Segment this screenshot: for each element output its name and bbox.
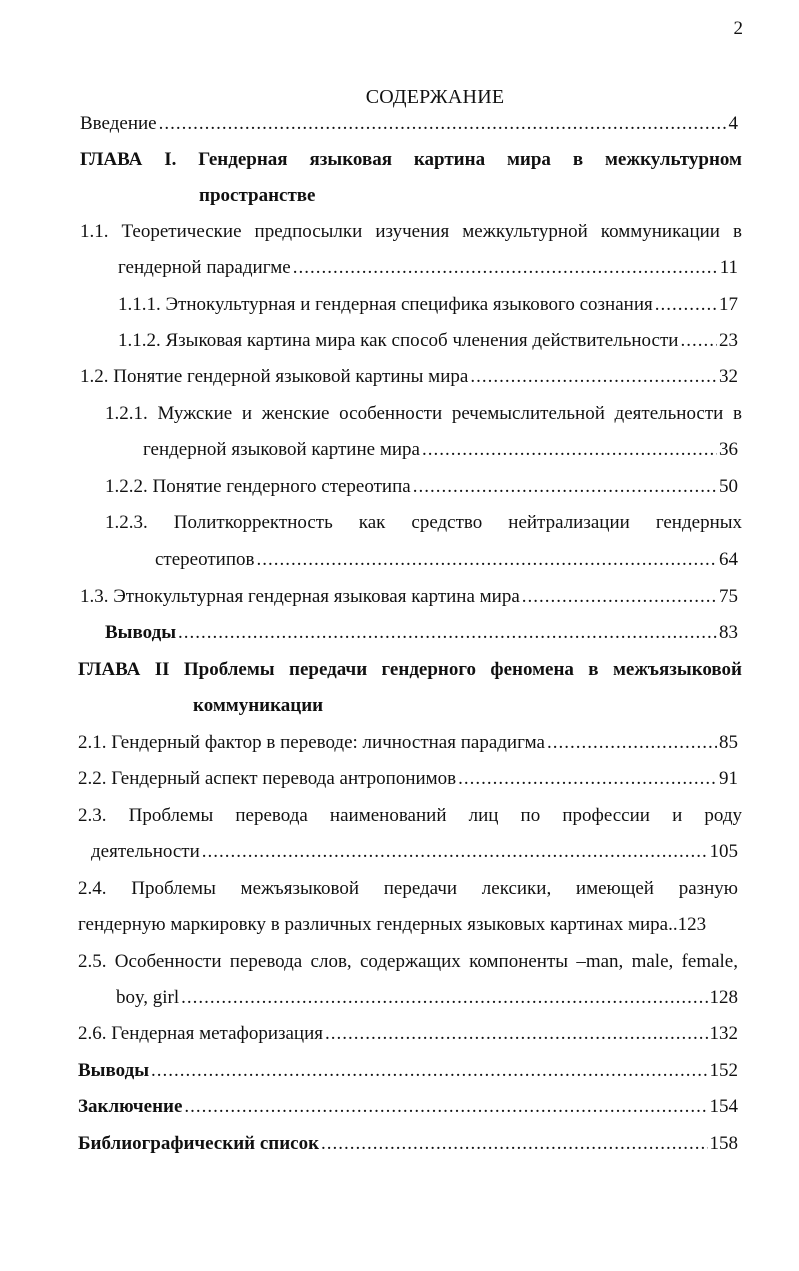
toc-entry-page: 105 [709, 841, 738, 862]
toc-entry-1-2-3-line-2[interactable] [155, 545, 738, 575]
leader-dots [293, 253, 718, 283]
toc-entry-1-2[interactable] [80, 362, 738, 392]
toc-entry-page: 50 [719, 476, 738, 497]
leader-dots [184, 1092, 707, 1122]
toc-entry-label: Заключение [78, 1096, 183, 1117]
toc-entry-2-5-line-2[interactable] [116, 983, 738, 1013]
leader-dots [159, 109, 727, 139]
toc-entry-page: 36 [719, 439, 738, 460]
toc-entry-2-6[interactable] [78, 1019, 738, 1049]
toc-entry-label: 2.1. Гендерный фактор в переводе: личностная парадигма [78, 732, 545, 753]
page-number: 2 [733, 18, 743, 39]
toc-entry-label: 2.6. Гендерная метафоризация [78, 1023, 323, 1044]
toc-entry-2-4-line-2[interactable]: гендерную маркировку в различных гендерных языковых картинах мира..123 [78, 914, 707, 935]
leader-dots [680, 326, 717, 356]
toc-entry-2-2[interactable] [78, 764, 738, 794]
toc-entry-1-2-3-line-1[interactable]: 1.2.3. Политкорректность как средство нейтрализации гендерных [105, 512, 742, 533]
toc-entry-intro[interactable] [80, 109, 738, 139]
toc-entry-page: 4 [728, 113, 738, 134]
toc-entry-page: 154 [709, 1096, 738, 1117]
toc-entry-page: 23 [719, 330, 738, 351]
toc-entry-page: 17 [719, 294, 738, 315]
toc-entry-label: 1.1.1. Этнокультурная и гендерная специфика языкового сознания [118, 294, 653, 315]
toc-chapter-1-line-2[interactable]: пространстве [199, 185, 316, 206]
toc-entry-2-5-line-1[interactable]: 2.5. Особенности перевода слов, содержащих компоненты –man, male, female, [78, 951, 738, 972]
toc-entry-page: 83 [719, 622, 738, 643]
toc-entry-page: 75 [719, 586, 738, 607]
toc-entry-page: 128 [709, 987, 738, 1008]
toc-entry-page: 64 [719, 549, 738, 570]
toc-entry-label: Выводы [105, 622, 177, 643]
leader-dots [181, 983, 707, 1013]
toc-entry-page: 158 [709, 1133, 738, 1154]
toc-entry-1-1-2[interactable] [118, 326, 738, 356]
toc-chapter-2-line-1[interactable]: ГЛАВА II Проблемы передачи гендерного феномена в межъязыковой [78, 659, 742, 680]
leader-dots [422, 435, 717, 465]
toc-entry-bibliography[interactable] [78, 1129, 738, 1159]
toc-chapter-1-line-1[interactable]: ГЛАВА I. Гендерная языковая картина мира в межкультурном [80, 149, 742, 170]
leader-dots [321, 1129, 707, 1159]
leader-dots [458, 764, 717, 794]
leader-dots [178, 618, 717, 648]
toc-entry-label: гендерной парадигме [118, 257, 291, 278]
toc-entry-2-3-line-2[interactable] [91, 837, 738, 867]
toc-entry-page: 32 [719, 366, 738, 387]
toc-entry-1-1-line-1[interactable]: 1.1. Теоретические предпосылки изучения межкультурной коммуникации в [80, 221, 742, 242]
toc-entry-1-1-line-2[interactable] [118, 253, 738, 283]
leader-dots [325, 1019, 708, 1049]
toc-entry-label: Выводы [78, 1060, 150, 1081]
toc-entry-label: гендерной языковой картине мира [143, 439, 420, 460]
toc-entry-1-3[interactable] [80, 582, 738, 612]
toc-entry-1-2-1-line-2[interactable] [143, 435, 738, 465]
leader-dots [202, 837, 708, 867]
toc-entry-label: Введение [80, 113, 157, 134]
toc-entry-1-1-1[interactable] [118, 290, 738, 320]
leader-dots [547, 728, 717, 758]
toc-entry-label: 2.2. Гендерный аспект перевода антропонимов [78, 768, 457, 789]
toc-entry-2-1[interactable] [78, 728, 738, 758]
toc-entry-label: Библиографический список [78, 1133, 320, 1154]
leader-dots [151, 1056, 707, 1086]
leader-dots [470, 362, 717, 392]
toc-entry-label: boy, girl [116, 987, 180, 1008]
toc-entry-label: 1.3. Этнокультурная гендерная языковая картина мира [80, 586, 520, 607]
toc-entry-1-2-1-line-1[interactable]: 1.2.1. Мужские и женские особенности речемыслительной деятельности в [105, 403, 742, 424]
toc-entry-page: 152 [709, 1060, 738, 1081]
toc-entry-1-2-2[interactable] [105, 472, 738, 502]
leader-dots [655, 290, 717, 320]
toc-entry-page: 11 [719, 257, 738, 278]
toc-entry-2-4-line-1[interactable]: 2.4. Проблемы межъязыковой передачи лексики, имеющей разную [78, 878, 738, 899]
toc-entry-conclusions-1[interactable] [105, 618, 738, 648]
leader-dots [413, 472, 717, 502]
toc-entry-label: 1.2.2. Понятие гендерного стереотипа [105, 476, 411, 497]
toc-entry-page: 132 [709, 1023, 738, 1044]
toc-entry-page: 91 [719, 768, 738, 789]
toc-entry-page: 85 [719, 732, 738, 753]
toc-chapter-2-line-2[interactable]: коммуникации [193, 695, 324, 716]
leader-dots [522, 582, 717, 612]
toc-entry-conclusions-2[interactable] [78, 1056, 738, 1086]
toc-entry-label: 1.1.2. Языковая картина мира как способ членения действительности [118, 330, 679, 351]
leader-dots [256, 545, 717, 575]
toc-entry-label: стереотипов [155, 549, 255, 570]
toc-entry-label: 1.2. Понятие гендерной языковой картины мира [80, 366, 469, 387]
toc-entry-label: деятельности [91, 841, 200, 862]
toc-entry-conclusion[interactable] [78, 1092, 738, 1122]
toc-entry-2-3-line-1[interactable]: 2.3. Проблемы перевода наименований лиц по профессии и роду [78, 805, 742, 826]
page-title: СОДЕРЖАНИЕ [365, 86, 505, 108]
